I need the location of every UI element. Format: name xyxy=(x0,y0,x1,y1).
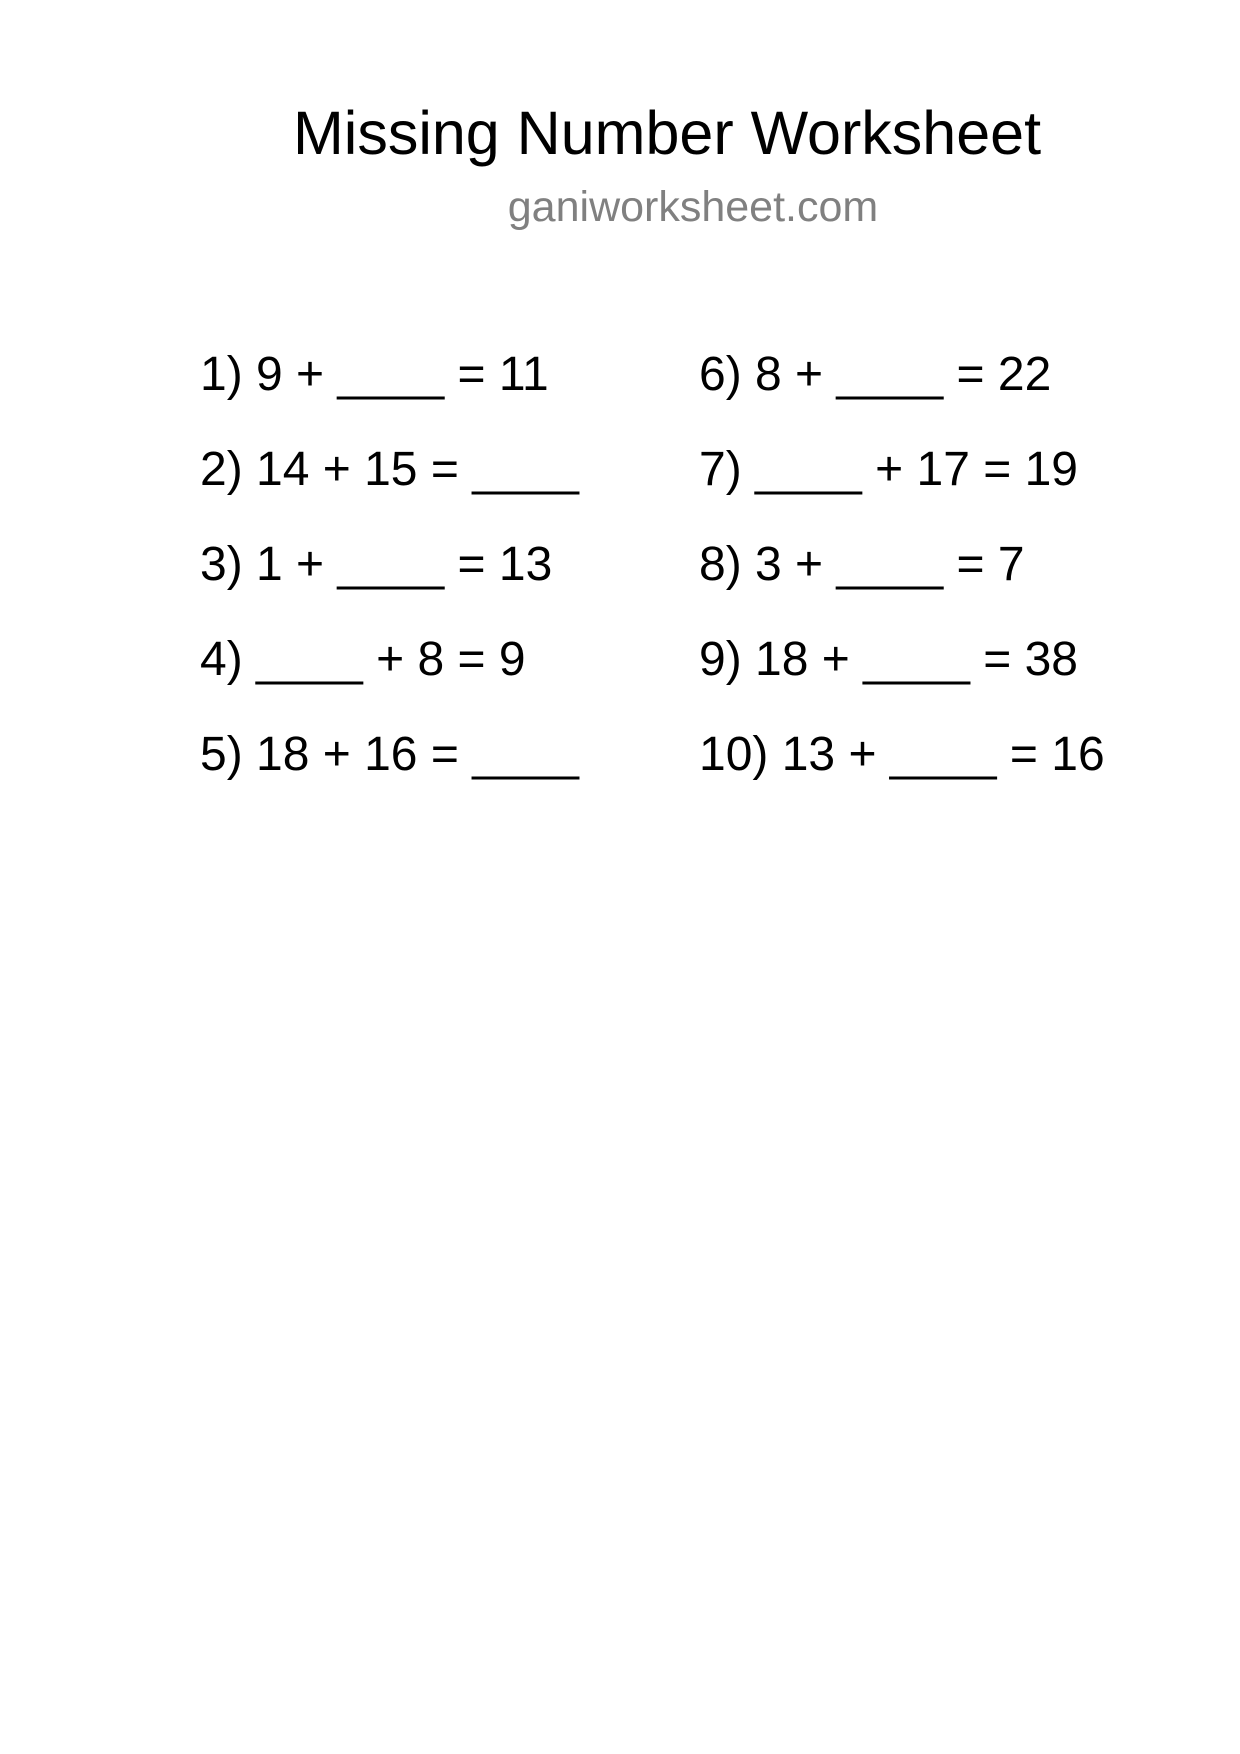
problem-7: 7) ____ + 17 = 19 xyxy=(699,443,1078,496)
problem-10: 10) 13 + ____ = 16 xyxy=(699,728,1105,781)
problem-3: 3) 1 + ____ = 13 xyxy=(200,538,553,591)
website-subtitle: ganiworksheet.com xyxy=(507,183,879,231)
problem-1: 1) 9 + ____ = 11 xyxy=(200,348,549,401)
problem-6: 6) 8 + ____ = 22 xyxy=(699,348,1052,401)
problem-8: 8) 3 + ____ = 7 xyxy=(699,538,1025,591)
problem-2: 2) 14 + 15 = ____ xyxy=(200,443,579,496)
worksheet-title: Missing Number Worksheet xyxy=(292,99,1042,167)
problem-9: 9) 18 + ____ = 38 xyxy=(699,633,1078,686)
problem-5: 5) 18 + 16 = ____ xyxy=(200,728,579,781)
problem-4: 4) ____ + 8 = 9 xyxy=(200,633,526,686)
